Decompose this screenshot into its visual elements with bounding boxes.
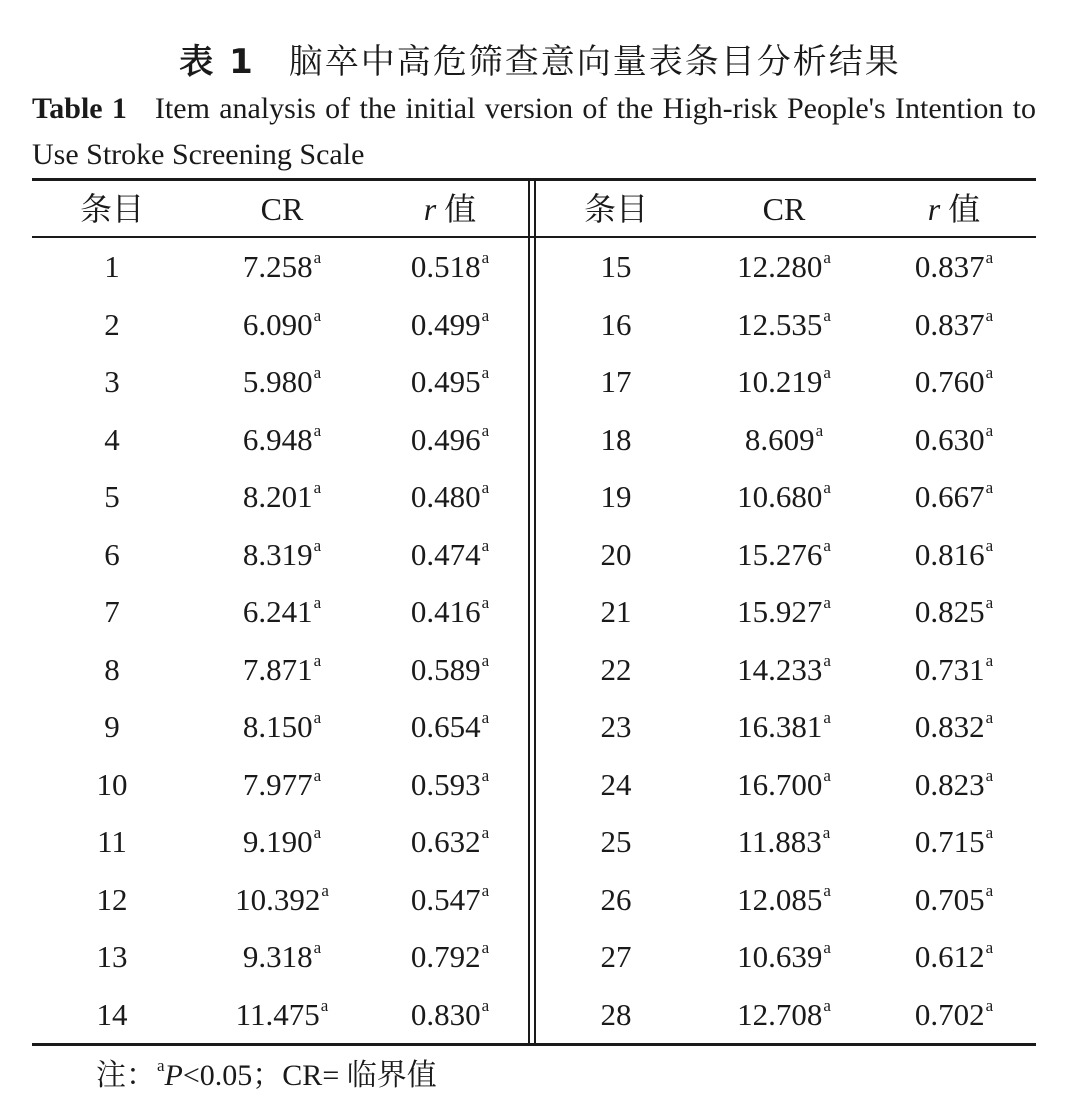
significance-superscript: a <box>481 880 490 900</box>
significance-superscript: a <box>313 478 322 497</box>
cr-value-cell-value: 6.090 <box>242 306 313 342</box>
item-number-cell-value: 6 <box>104 536 120 572</box>
r-value-cell-value: 0.547 <box>410 881 481 917</box>
item-number-cell-value: 17 <box>600 364 632 399</box>
cr-value-cell <box>192 296 372 354</box>
significance-superscript: a <box>985 363 994 382</box>
significance-superscript: a <box>313 305 322 325</box>
item-number-cell <box>32 756 192 814</box>
cr-value-cell-value: 9.190 <box>242 824 313 859</box>
r-suffix: 值 <box>948 190 981 228</box>
significance-superscript: a <box>985 593 994 612</box>
item-number-cell <box>32 353 192 411</box>
significance-superscript: a <box>313 765 322 785</box>
significance-superscript: a <box>481 708 490 727</box>
r-value-cell <box>372 756 528 814</box>
significance-superscript: a <box>313 650 322 670</box>
r-value-cell <box>372 928 528 986</box>
r-value-cell <box>872 238 1036 296</box>
r-value-cell <box>372 583 528 641</box>
r-value-cell <box>872 871 1036 929</box>
cr-value-cell <box>192 986 372 1044</box>
item-number-cell-value: 26 <box>600 881 632 917</box>
r-value-cell <box>872 468 1036 526</box>
cr-value-cell <box>696 411 872 469</box>
cr-value-cell <box>696 296 872 354</box>
cr-value-cell-value: 12.280 <box>737 249 823 284</box>
table-note <box>96 1054 437 1098</box>
r-value-cell-value: 0.518 <box>410 249 481 284</box>
significance-superscript: a <box>313 938 322 957</box>
cr-value-cell <box>696 468 872 526</box>
r-value-cell-value: 0.837 <box>914 249 985 284</box>
header-item-right: 条目 <box>583 190 648 228</box>
r-value-cell <box>372 238 528 296</box>
r-value-cell <box>872 353 1036 411</box>
item-number-cell-value: 21 <box>600 594 632 629</box>
cr-value-cell <box>192 756 372 814</box>
item-number-cell <box>536 583 696 641</box>
significance-superscript: a <box>313 823 322 842</box>
significance-superscript: a <box>823 995 831 1015</box>
significance-superscript: a <box>985 305 994 325</box>
cr-value-cell <box>696 756 872 814</box>
r-value-cell <box>372 641 528 699</box>
significance-superscript: a <box>481 248 490 267</box>
cr-value-cell-value: 11.475 <box>235 996 320 1032</box>
item-number-cell-value: 18 <box>600 421 632 457</box>
significance-superscript: a <box>481 995 490 1015</box>
item-number-cell-value: 27 <box>600 939 632 974</box>
significance-superscript: a <box>985 420 994 440</box>
r-value-cell-value: 0.715 <box>914 824 985 859</box>
significance-superscript: a <box>823 305 831 325</box>
item-number-cell-value: 10 <box>96 766 128 802</box>
significance-superscript: a <box>985 880 994 900</box>
cr-value-cell <box>696 526 872 584</box>
header-cr-right: CR <box>762 191 806 227</box>
r-value-cell-value: 0.823 <box>914 766 985 802</box>
r-value-cell-value: 0.837 <box>914 306 985 342</box>
cr-value-cell-value: 11.883 <box>737 824 822 859</box>
cr-value-cell <box>696 583 872 641</box>
table-row <box>0 986 1080 1044</box>
item-number-cell <box>536 238 696 296</box>
item-number-cell <box>536 296 696 354</box>
cr-value-cell <box>192 871 372 929</box>
item-number-cell-value: 14 <box>96 996 128 1032</box>
table-label-chinese: 表 1 <box>179 42 255 82</box>
table-label-english: Table 1 <box>32 92 127 125</box>
table-row <box>0 583 1080 641</box>
cr-value-cell <box>192 698 372 756</box>
item-number-cell-value: 13 <box>96 939 128 974</box>
item-number-cell-value: 24 <box>600 766 632 802</box>
significance-superscript: a <box>313 420 322 440</box>
r-value-cell <box>872 583 1036 641</box>
significance-superscript: a <box>313 535 322 555</box>
r-value-cell-value: 0.480 <box>410 479 481 514</box>
r-value-cell-value: 0.416 <box>410 594 481 629</box>
r-value-cell-value: 0.825 <box>914 594 985 629</box>
item-number-cell <box>536 986 696 1044</box>
item-number-cell <box>32 871 192 929</box>
cr-value-cell-value: 14.233 <box>737 651 823 687</box>
significance-superscript: a <box>481 478 490 497</box>
r-value-cell-value: 0.654 <box>410 709 481 744</box>
significance-superscript: a <box>481 765 490 785</box>
cr-value-cell-value: 7.871 <box>242 651 313 687</box>
r-value-cell <box>372 698 528 756</box>
cr-value-cell-value: 16.700 <box>737 766 823 802</box>
significance-superscript: a <box>481 938 490 957</box>
significance-superscript: a <box>985 938 994 957</box>
table-row <box>0 756 1080 814</box>
table-caption-english: Item analysis of the initial version of the High-risk People's Intention to Use Stroke Screening Scale <box>32 92 1036 171</box>
r-value-cell <box>872 813 1036 871</box>
item-number-cell <box>32 583 192 641</box>
item-number-cell-value: 15 <box>600 249 632 284</box>
cr-value-cell <box>696 986 872 1044</box>
cr-value-cell <box>192 353 372 411</box>
r-value-cell-value: 0.474 <box>410 536 481 572</box>
item-number-cell-value: 8 <box>104 651 120 687</box>
table-title-chinese <box>0 34 1080 83</box>
r-value-cell-value: 0.589 <box>410 651 481 687</box>
r-symbol: r <box>927 191 941 227</box>
cr-value-cell <box>696 813 872 871</box>
significance-superscript: a <box>481 650 490 670</box>
significance-superscript: a <box>313 708 322 727</box>
table-row <box>0 871 1080 929</box>
r-value-cell <box>872 928 1036 986</box>
r-symbol: r <box>423 191 437 227</box>
r-value-cell <box>372 468 528 526</box>
significance-superscript: a <box>985 535 994 555</box>
table-row <box>0 928 1080 986</box>
significance-superscript: a <box>985 765 994 785</box>
significance-superscript: a <box>823 363 831 382</box>
r-value-cell-value: 0.632 <box>410 824 481 859</box>
r-value-cell <box>872 526 1036 584</box>
item-number-cell-value: 20 <box>600 536 632 572</box>
cr-value-cell-value: 16.381 <box>737 709 823 744</box>
cr-value-cell <box>192 411 372 469</box>
item-number-cell-value: 19 <box>600 479 632 514</box>
cr-value-cell-value: 7.258 <box>242 249 313 284</box>
cr-value-cell-value: 12.085 <box>737 881 823 917</box>
item-number-cell-value: 12 <box>96 881 128 917</box>
r-value-cell-value: 0.593 <box>410 766 481 802</box>
significance-superscript: a <box>985 995 994 1015</box>
cr-value-cell-value: 5.980 <box>242 364 313 399</box>
table-row <box>0 411 1080 469</box>
item-number-cell <box>32 813 192 871</box>
significance-superscript: a <box>823 593 831 612</box>
item-number-cell-value: 9 <box>104 709 120 744</box>
r-value-cell-value: 0.705 <box>914 881 985 917</box>
significance-superscript: a <box>985 248 994 267</box>
cr-value-cell-value: 9.318 <box>242 939 313 974</box>
significance-superscript: a <box>823 650 831 670</box>
significance-superscript: a <box>481 823 490 842</box>
header-item-left: 条目 <box>79 190 144 228</box>
table-caption-chinese: 脑卒中高危筛查意向量表条目分析结果 <box>288 42 901 82</box>
r-value-cell-value: 0.495 <box>410 364 481 399</box>
note-condition: <0.05；CR= 临界值 <box>182 1059 437 1092</box>
significance-superscript: a <box>321 880 329 900</box>
significance-superscript: a <box>823 938 831 957</box>
cr-value-cell-value: 12.708 <box>737 996 823 1032</box>
r-value-cell <box>372 871 528 929</box>
item-number-cell <box>32 986 192 1044</box>
cr-value-cell-value: 12.535 <box>737 306 823 342</box>
cr-value-cell <box>696 641 872 699</box>
cr-value-cell <box>696 928 872 986</box>
r-value-cell <box>872 296 1036 354</box>
item-number-cell <box>536 526 696 584</box>
item-number-cell-value: 5 <box>104 479 120 514</box>
r-value-cell <box>872 986 1036 1044</box>
significance-superscript: a <box>313 248 322 267</box>
cr-value-cell-value: 10.680 <box>737 479 823 514</box>
significance-superscript: a <box>823 248 831 267</box>
significance-superscript: a <box>985 478 994 497</box>
cr-value-cell-value: 8.319 <box>242 536 313 572</box>
item-number-cell <box>32 411 192 469</box>
note-superscript: a <box>157 1056 165 1075</box>
significance-superscript: a <box>985 650 994 670</box>
item-number-cell <box>536 641 696 699</box>
cr-value-cell <box>696 353 872 411</box>
r-value-cell-value: 0.792 <box>410 939 481 974</box>
r-value-cell <box>372 526 528 584</box>
cr-value-cell <box>192 238 372 296</box>
r-value-cell <box>372 296 528 354</box>
item-number-cell-value: 11 <box>97 824 127 859</box>
item-number-cell <box>32 238 192 296</box>
cr-value-cell-value: 8.201 <box>242 479 313 514</box>
significance-superscript: a <box>313 363 322 382</box>
r-value-cell <box>872 756 1036 814</box>
significance-superscript: a <box>481 305 490 325</box>
item-number-cell <box>536 756 696 814</box>
cr-value-cell-value: 6.948 <box>242 421 313 457</box>
item-number-cell <box>32 641 192 699</box>
significance-superscript: a <box>481 420 490 440</box>
item-number-cell-value: 25 <box>600 824 632 859</box>
cr-value-cell-value: 10.392 <box>235 881 321 917</box>
table-row <box>0 526 1080 584</box>
item-number-cell-value: 22 <box>600 651 632 687</box>
significance-superscript: a <box>313 593 322 612</box>
r-value-cell <box>872 411 1036 469</box>
table-title-english <box>32 86 1036 178</box>
table-row <box>0 468 1080 526</box>
item-number-cell <box>32 698 192 756</box>
r-value-cell-value: 0.667 <box>914 479 985 514</box>
r-value-cell-value: 0.612 <box>914 939 985 974</box>
cr-value-cell-value: 10.639 <box>737 939 823 974</box>
note-prefix: 注： <box>96 1058 156 1093</box>
r-value-cell-value: 0.832 <box>914 709 985 744</box>
item-number-cell <box>536 353 696 411</box>
item-number-cell-value: 3 <box>104 364 120 399</box>
item-number-cell <box>536 698 696 756</box>
cr-value-cell-value: 15.927 <box>737 594 823 629</box>
r-suffix: 值 <box>444 190 477 228</box>
item-number-cell-value: 4 <box>104 421 120 457</box>
cr-value-cell-value: 6.241 <box>242 594 313 629</box>
header-cr-left: CR <box>260 191 304 227</box>
significance-superscript: a <box>481 593 490 612</box>
header-r-left <box>372 180 528 238</box>
significance-superscript: a <box>985 823 994 842</box>
cr-value-cell <box>192 583 372 641</box>
item-number-cell-value: 23 <box>600 709 632 744</box>
item-number-cell <box>32 928 192 986</box>
significance-superscript: a <box>823 535 831 555</box>
cr-value-cell <box>192 813 372 871</box>
cr-value-cell <box>696 871 872 929</box>
cr-value-cell <box>696 698 872 756</box>
significance-superscript: a <box>815 420 824 440</box>
item-number-cell <box>536 468 696 526</box>
r-value-cell-value: 0.702 <box>914 996 985 1032</box>
r-value-cell-value: 0.816 <box>914 536 985 572</box>
significance-superscript: a <box>823 708 831 727</box>
r-value-cell-value: 0.496 <box>410 421 481 457</box>
cr-value-cell <box>192 468 372 526</box>
note-p-symbol: P <box>164 1059 183 1092</box>
r-value-cell <box>372 986 528 1044</box>
r-value-cell-value: 0.630 <box>914 421 985 457</box>
table-row <box>0 698 1080 756</box>
item-number-cell <box>536 411 696 469</box>
item-number-cell <box>32 296 192 354</box>
significance-superscript: a <box>320 995 329 1015</box>
significance-superscript: a <box>481 363 490 382</box>
cr-value-cell-value: 7.977 <box>242 766 313 802</box>
item-number-cell <box>32 468 192 526</box>
r-value-cell-value: 0.499 <box>410 306 481 342</box>
item-number-cell-value: 7 <box>104 594 120 629</box>
r-value-cell-value: 0.830 <box>410 996 481 1032</box>
cr-value-cell-value: 8.609 <box>744 421 815 457</box>
r-value-cell <box>872 698 1036 756</box>
cr-value-cell-value: 8.150 <box>242 709 313 744</box>
significance-superscript: a <box>823 880 831 900</box>
cr-value-cell <box>696 238 872 296</box>
cr-value-cell <box>192 526 372 584</box>
item-number-cell-value: 28 <box>600 996 632 1032</box>
significance-superscript: a <box>823 478 831 497</box>
table-row <box>0 353 1080 411</box>
significance-superscript: a <box>822 823 831 842</box>
r-value-cell <box>872 641 1036 699</box>
item-number-cell-value: 1 <box>104 249 120 284</box>
table-row <box>0 296 1080 354</box>
significance-superscript: a <box>985 708 994 727</box>
table-row <box>0 641 1080 699</box>
significance-superscript: a <box>823 765 831 785</box>
header-r-right <box>872 180 1036 238</box>
table-row <box>0 238 1080 296</box>
r-value-cell-value: 0.760 <box>914 364 985 399</box>
table-row <box>0 813 1080 871</box>
cr-value-cell-value: 10.219 <box>737 364 823 399</box>
cr-value-cell-value: 15.276 <box>737 536 823 572</box>
item-number-cell <box>536 813 696 871</box>
item-number-cell <box>536 871 696 929</box>
item-number-cell <box>32 526 192 584</box>
r-value-cell <box>372 353 528 411</box>
r-value-cell <box>372 411 528 469</box>
r-value-cell <box>372 813 528 871</box>
significance-superscript: a <box>481 535 490 555</box>
r-value-cell-value: 0.731 <box>914 651 985 687</box>
item-number-cell-value: 2 <box>104 306 120 342</box>
item-number-cell <box>536 928 696 986</box>
cr-value-cell <box>192 641 372 699</box>
item-number-cell-value: 16 <box>600 306 632 342</box>
cr-value-cell <box>192 928 372 986</box>
